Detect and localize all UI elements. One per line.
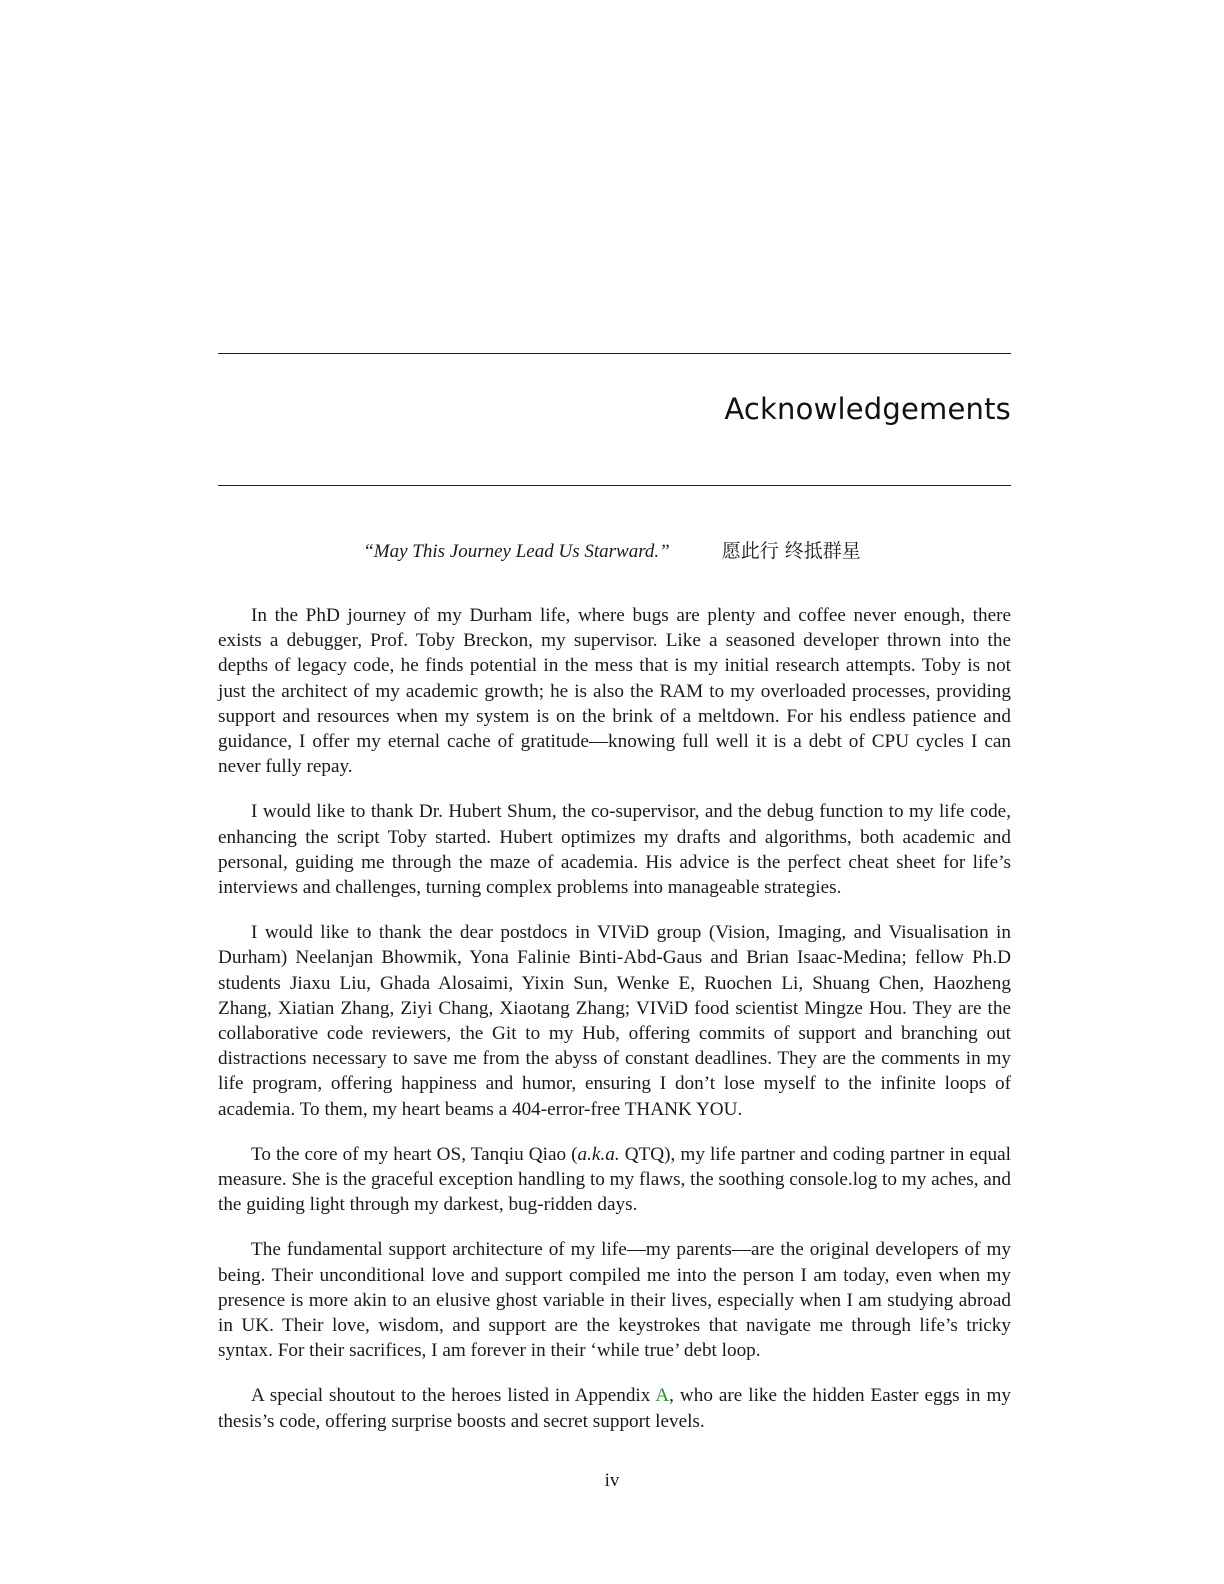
- paragraph-partner-text-1: To the core of my heart OS, Tanqiu Qiao (: [251, 1143, 578, 1165]
- epigraph-chinese: 愿此行 终抵群星: [721, 540, 861, 562]
- paragraph-heroes: [218, 1383, 1011, 1433]
- acknowledgements-body: [218, 603, 1011, 1454]
- page-number: iv: [604, 1470, 620, 1491]
- epigraph: [0, 536, 1224, 563]
- chapter-top-rule: [218, 353, 1011, 354]
- paragraph-supervisor: In the PhD journey of my Durham life, where bugs are plenty and coffee never enough, there exists a debugger, Prof. Toby Breckon, my supervisor. Like a seasoned developer thrown into the depths of legacy code, he finds potential in the mess that is my initial research attempts. Toby is not just the architect of my academic growth; he is also the RAM to my overloaded processes, providing support and resources when my system is on the brink of a meltdown. For his endless patience and guidance, I offer my eternal cache of gratitude—knowing full well it is a debt of CPU cycles I can never fully repay.: [218, 605, 1011, 778]
- chapter-bottom-rule: [218, 485, 1011, 486]
- paragraph-heroes-text-2: , who are like the hidden Easter eggs in my thesis’s code, offering surprise boosts and secret support levels.: [218, 1385, 1011, 1432]
- paragraph-group: I would like to thank the dear postdocs in VIViD group (Vision, Imaging, and Visualisation in Durham) Neelanjan Bhowmik, Yona Falinie Binti-Abd-Gaus and Brian Isaac-Medina; fellow Ph.D students Jiaxu Liu, Ghada Alosaimi, Yixin Sun, Wenke E, Ruochen Li, Shuang Chen, Haozheng Zhang, Xiatian Zhang, Ziyi Chang, Xiaotang Zhang; VIViD food scientist Mingze Hou. They are the collaborative code reviewers, the Git to my Hub, offering commits of support and branching out distractions necessary to save me from the abyss of constant deadlines. They are the comments in my life program, offering happiness and humor, ensuring I don’t lose myself to the infinite loops of academia. To them, my heart beams a 404-error-free THANK YOU.: [218, 922, 1011, 1120]
- paragraph-partner-italic: a.k.a.: [577, 1143, 620, 1165]
- paragraph-heroes-text-1: A special shoutout to the heroes listed in Appendix: [251, 1385, 656, 1407]
- paragraph-partner-text-2: QTQ), my life partner and coding partner in equal measure. She is the graceful exception handling to my flaws, the soothing console.log to my aches, and the guiding light through my darkest, bug-ridden days.: [218, 1143, 1011, 1216]
- appendix-link[interactable]: A: [655, 1385, 670, 1407]
- epigraph-english: “May This Journey Lead Us Starward.”: [363, 541, 670, 562]
- paragraph-partner: [218, 1142, 1011, 1218]
- paragraph-co-supervisor: I would like to thank Dr. Hubert Shum, the co-supervisor, and the debug function to my life code, enhancing the script Toby started. Hubert optimizes my drafts and algorithms, both academic and personal, guiding me through the maze of academia. His advice is the perfect cheat sheet for life’s interviews and challenges, turning complex problems into manageable strategies.: [218, 801, 1011, 899]
- paragraph-parents: The fundamental support architecture of my life—my parents—are the original developers of my being. Their unconditional love and support compiled me into the person I am today, even when my presence is more akin to an elusive ghost variable in their lives, especially when I am studying abroad in UK. Their love, wisdom, and support are the keystrokes that navigate me through life’s tricky syntax. For their sacrifices, I am forever in their ‘while true’ debt loop.: [218, 1239, 1011, 1362]
- chapter-title: Acknowledgements: [724, 392, 1011, 426]
